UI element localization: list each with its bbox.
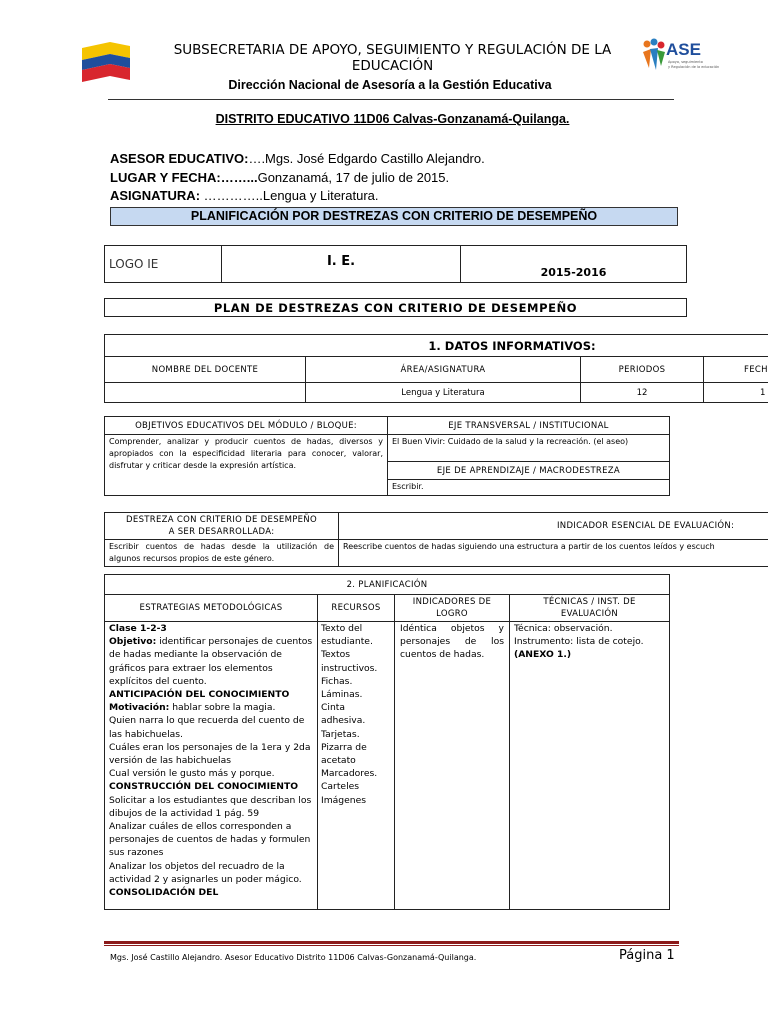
indicador-text: Reescribe cuentos de hadas siguiendo una estructura a partir de los cuentos leídos y escuch [339, 540, 768, 567]
col-estrategias: ESTRATEGIAS METODOLÓGICAS [105, 595, 318, 622]
footer-rule-thin [104, 945, 679, 946]
anticipacion-heading: ANTICIPACIÓN DEL CONOCIMIENTO [109, 689, 290, 701]
destreza-text: Escribir cuentos de hadas desde la utilización de algunos recursos propios de este género. [105, 540, 339, 567]
lugar-line: LUGAR Y FECHA:……...Gonzanamá, 17 de julio de 2015. [110, 170, 450, 185]
estrategias-cell: Clase 1-2-3 Objetivo: identificar personajes de cuentos de hadas mediante la observación de gráficos para extraer los elementos explícitos del cuento. ANTICIPACIÓN DEL CONOCIMIENTO Motivación: hablar sobre la magia. Quien narra lo que recuerda del cuento de las habichuelas. Cuáles eran los personajes de la 1era y 2da versión de las habichuelas Cual versión le gusto más y porque. CONSTRUCCIÓN DEL CONOCIMIENTO Solicitar a los estudiantes que describan los dibujos de la actividad 1 pág. 59 Analizar cuáles de ellos corresponden a personajes de cuentos de hadas y formulen sus razones Analizar los objetos del recuadro de la actividad 2 y asignarles un poder mágico. CONSOLIDACIÓN DEL [105, 622, 318, 910]
recurso-item: Pizarra de acetato [321, 741, 367, 767]
consolidacion-heading: CONSOLIDACIÓN DEL [109, 887, 219, 899]
val-periodos: 12 [581, 383, 704, 403]
col-periodos: PERIODOS [581, 357, 704, 383]
recurso-item: Cinta adhesiva. [321, 702, 366, 727]
tecnicas-cell: Técnica: observación. Instrumento: lista de cotejo. (ANEXO 1.) [510, 622, 670, 910]
recurso-item: Textos instructivos. [321, 649, 378, 674]
ase-logo: ASE Apoyo, seguimiento y Regulación de la educación [640, 36, 702, 76]
val-area: Lengua y Literatura [306, 383, 581, 403]
ie-cell: I. E. [222, 246, 461, 283]
recurso-item: Imágenes [321, 794, 367, 806]
recurso-item: Tarjetas. [321, 728, 360, 740]
plan-title: PLAN DE DESTREZAS CON CRITERIO DE DESEMPEÑO [105, 299, 687, 317]
ministry-flag-logo [80, 40, 132, 84]
asignatura-line: ASIGNATURA: …………..Lengua y Literatura. [110, 188, 379, 203]
header-subtitle: Dirección Nacional de Asesoría a la Gestión Educativa [228, 78, 552, 92]
plan-title-table [104, 298, 687, 317]
recurso-item: Carteles [321, 781, 360, 793]
objetivos-header: OBJETIVOS EDUCATIVOS DEL MÓDULO / BLOQUE: [105, 417, 388, 435]
recurso-item: Marcadores. [321, 768, 378, 780]
planificacion-banner: PLANIFICACIÓN POR DESTREZAS CON CRITERIO DE DESEMPEÑO [110, 207, 678, 226]
indicador-header: INDICADOR ESENCIAL DE EVALUACIÓN: [339, 513, 768, 540]
page-number: Página 1 [619, 948, 675, 963]
footer-text: Mgs. José Castillo Alejandro. Asesor Educativo Distrito 11D06 Calvas-Gonzanamá-Quilanga. [110, 953, 477, 962]
indicadores-cell: Idéntica objetos y personajes de los cuentos de hadas. [395, 622, 510, 910]
recursos-cell [318, 622, 395, 910]
clase-label: Clase 1-2-3 [109, 623, 167, 634]
distrito-title: DISTRITO EDUCATIVO 11D06 Calvas-Gonzanamá-Quilanga. [215, 112, 570, 126]
col-nombre-docente: NOMBRE DEL DOCENTE [105, 357, 306, 383]
recurso-item: Texto del estudiante. [321, 623, 373, 648]
col-tecnicas: TÉCNICAS / INST. DE EVALUACIÓN [510, 595, 670, 622]
year-cell: 2015-2016 [461, 246, 687, 283]
recurso-item: Fichas. [321, 675, 353, 687]
logo-table [104, 245, 687, 283]
eje-aprendizaje-text: Escribir. [388, 480, 670, 496]
construccion-heading: CONSTRUCCIÓN DEL CONOCIMIENTO [109, 781, 299, 793]
people-icon [640, 38, 666, 72]
objetivos-table [104, 416, 670, 496]
ase-logo-text: ASE [666, 40, 701, 59]
destreza-header: DESTREZA CON CRITERIO DE DESEMPEÑO A SER DESARROLLADA: [105, 513, 339, 540]
objetivos-text: Comprender, analizar y producir cuentos de hadas, diversos y apropiados con la especificidad literaria para conocer, valorar, disfrutar y criticar desde la expresión artística. [105, 435, 388, 496]
footer-rule [104, 941, 679, 944]
col-area: ÁREA/ASIGNATURA [306, 357, 581, 383]
destreza-table [104, 512, 768, 567]
planificacion-title: 2. PLANIFICACIÓN [105, 575, 670, 595]
planificacion-table [104, 574, 670, 910]
eje-aprendizaje-header: EJE DE APRENDIZAJE / MACRODESTREZA [388, 462, 670, 480]
eje-transversal-header: EJE TRANSVERSAL / INSTITUCIONAL [388, 417, 670, 435]
val-nombre-docente [105, 383, 306, 403]
logo-ie-cell: LOGO IE [105, 246, 222, 283]
eje-transversal-text: El Buen Vivir: Cuidado de la salud y la recreación. (el aseo) [388, 435, 670, 462]
col-fecha: FECH [704, 357, 768, 383]
header-divider [108, 99, 674, 100]
col-indicadores: INDICADORES DE LOGRO [395, 595, 510, 622]
recurso-item: Láminas. [321, 689, 363, 701]
col-recursos: RECURSOS [318, 595, 395, 622]
datos-title: 1. DATOS INFORMATIVOS: [105, 335, 768, 357]
asesor-line: ASESOR EDUCATIVO:….Mgs. José Edgardo Castillo Alejandro. [110, 151, 485, 166]
header-title: SUBSECRETARIA DE APOYO, SEGUIMIENTO Y REGULACIÓN DE LA EDUCACIÓN [173, 42, 612, 74]
datos-table [104, 334, 768, 403]
val-fecha: 1 [704, 383, 768, 403]
